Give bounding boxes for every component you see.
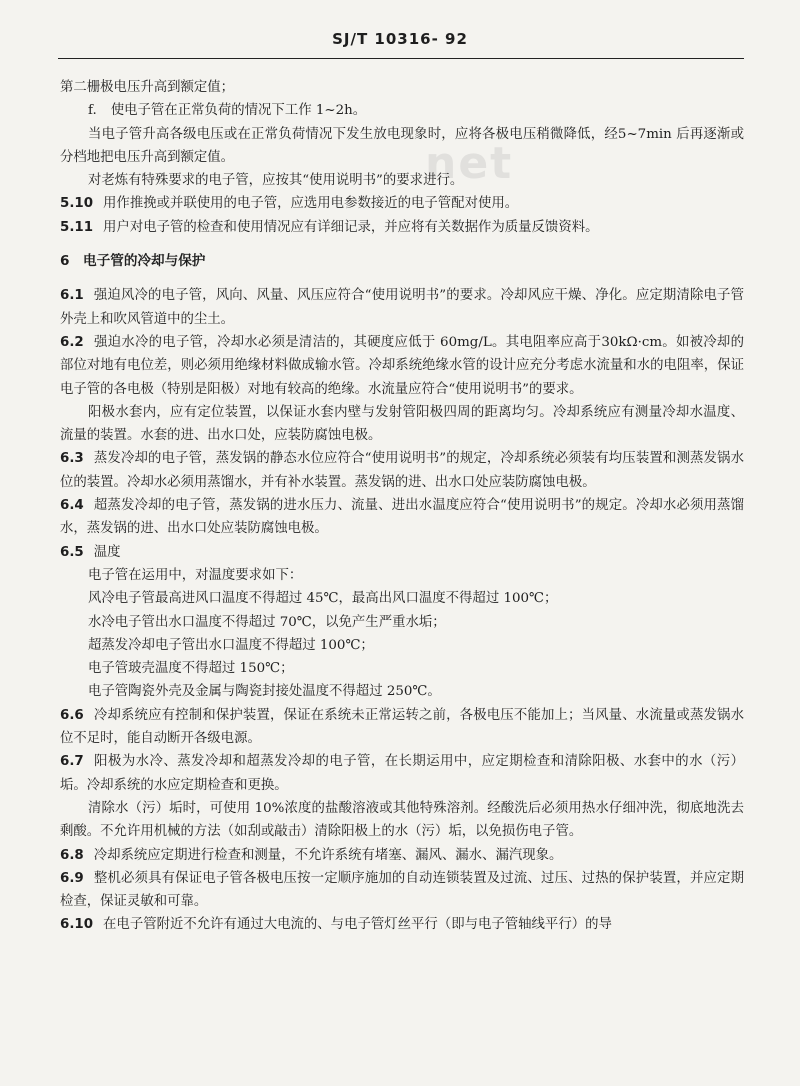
clause-number: 5.10 xyxy=(60,196,94,212)
temperature-line: 超蒸发冷却电子管出水口温度不得超过 100℃； xyxy=(88,637,374,653)
paragraph: 清除水（污）垢时，可使用 10%浓度的盐酸溶液或其他特殊溶剂。经酸洗后必须用热水仔细冲洗，彻底地洗去剩酸。不允许用机械的方法（如刮或敲击）清除阳极上的水（污）垢，以免损伤电子管。 xyxy=(60,800,744,840)
clause-number: 6.8 xyxy=(60,847,84,863)
clause-text: 用作推挽或并联使用的电子管，应选用电参数接近的电子管配对使用。 xyxy=(103,196,519,212)
clause-text: 超蒸发冷却的电子管，蒸发锅的进水压力、流量、进出水温度应符合“使用说明书”的规定。冷却水必须用蒸馏水，蒸发锅的进、出水口处应装防腐蚀电极。 xyxy=(60,498,744,537)
clause-number: 6.5 xyxy=(60,544,84,560)
clause-6-5 xyxy=(60,541,744,564)
document-body xyxy=(60,76,744,937)
temperature-line: 风冷电子管最高进风口温度不得超过 45℃，最高出风口温度不得超过 100℃； xyxy=(88,591,558,607)
clause-5-11 xyxy=(60,216,744,239)
clause-text: 强迫水冷的电子管，冷却水必须是清洁的，其硬度应低于 60mg/L。其电阻率应高于30kΩ·cm。如被冷却的部位对地有电位差，则必须用绝缘材料做成输水管。冷却系统绝缘水管的设计应充分考虑水流量和水的电阻率，保证电子管的各电极（特别是阳极）对地有较高的绝缘。水流量应符合“使用说明书”的要求。 xyxy=(60,334,744,397)
clause-6-9 xyxy=(60,867,744,914)
clause-6-6 xyxy=(60,704,744,751)
section-heading-6: 6 电子管的冷却与保护 xyxy=(60,253,206,270)
clause-6-10 xyxy=(60,913,744,936)
clause-5-10 xyxy=(60,192,744,215)
header-rule xyxy=(58,58,744,59)
clause-6-8 xyxy=(60,844,744,867)
item-text: 使电子管在正常负荷的情况下工作 1~2h。 xyxy=(110,103,367,119)
clause-text: 用户对电子管的检查和使用情况应有详细记录，并应将有关数据作为质量反馈资料。 xyxy=(103,219,599,235)
list-item-f xyxy=(60,99,744,122)
clause-text: 冷却系统应定期进行检查和测量，不允许系统有堵塞、漏风、漏水、漏汽现象。 xyxy=(93,847,563,863)
temperature-line: 电子管玻壳温度不得超过 150℃； xyxy=(88,661,294,677)
clause-text: 阳极为水冷、蒸发冷却和超蒸发冷却的电子管，在长期运用中，应定期检查和清除阳极、水套中的水（污）垢。冷却系统的水应定期检查和更换。 xyxy=(60,754,744,793)
clause-text: 强迫风冷的电子管，风向、风量、风压应符合“使用说明书”的要求。冷却风应干燥、净化。应定期清除电子管外壳上和吹风管道中的尘土。 xyxy=(60,288,744,327)
clause-number: 6.6 xyxy=(60,707,84,723)
clause-6-7 xyxy=(60,750,744,797)
clause-text: 在电子管附近不允许有通过大电流的、与电子管灯丝平行（即与电子管轴线平行）的导 xyxy=(103,917,612,933)
paragraph: 阳极水套内，应有定位装置，以保证水套内壁与发射管阳极四周的距离均匀。冷却系统应有测量冷却水温度、流量的装置。水套的进、出水口处，应装防腐蚀电极。 xyxy=(60,404,744,444)
temperature-line: 电子管陶瓷外壳及金属与陶瓷封接处温度不得超过 250℃。 xyxy=(88,684,441,700)
clause-number: 5.11 xyxy=(60,219,94,235)
clause-6-3 xyxy=(60,447,744,494)
clause-text: 整机必须具有保证电子管各极电压按一定顺序施加的自动连锁装置及过流、过压、过热的保护装置，并应定期检查，保证灵敏和可靠。 xyxy=(60,870,744,910)
temperature-line: 电子管在运用中，对温度要求如下： xyxy=(88,567,303,583)
standard-code-header: SJ/T 10316- 92 xyxy=(332,30,468,48)
item-number: f. xyxy=(88,103,97,119)
clause-number: 6.3 xyxy=(60,451,84,467)
clause-number: 6.10 xyxy=(60,917,94,933)
paragraph: 当电子管升高各级电压或在正常负荷情况下发生放电现象时，应将各极电压稍微降低，经5~7min 后再逐渐或分档地把电压升高到额定值。 xyxy=(60,126,744,165)
clause-text: 温度 xyxy=(93,544,121,560)
paragraph: 第二栅极电压升高到额定值； xyxy=(60,80,235,95)
paragraph: 对老炼有特殊要求的电子管，应按其“使用说明书”的要求进行。 xyxy=(88,173,464,189)
clause-text: 冷却系统应有控制和保护装置，保证在系统未正常运转之前，各极电压不能加上；当风量、水流量或蒸发锅水位不足时，能自动断开各级电源。 xyxy=(60,707,744,747)
clause-number: 6.7 xyxy=(60,754,84,770)
clause-number: 6.1 xyxy=(60,288,84,304)
temperature-line: 水冷电子管出水口温度不得超过 70℃，以免产生严重水垢； xyxy=(88,614,446,630)
clause-text: 蒸发冷却的电子管，蒸发锅的静态水位应符合“使用说明书”的规定，冷却系统必须装有均压装置和测蒸发锅水位的装置。冷却水必须用蒸馏水，并有补水装置。蒸发锅的进、出水口处应装防腐蚀电极。 xyxy=(60,451,744,490)
clause-6-1 xyxy=(60,284,744,331)
clause-6-2 xyxy=(60,331,744,401)
clause-number: 6.9 xyxy=(60,870,84,886)
watermark: net xyxy=(425,138,514,189)
clause-number: 6.2 xyxy=(60,334,84,350)
clause-number: 6.4 xyxy=(60,498,84,514)
clause-6-4 xyxy=(60,494,744,541)
